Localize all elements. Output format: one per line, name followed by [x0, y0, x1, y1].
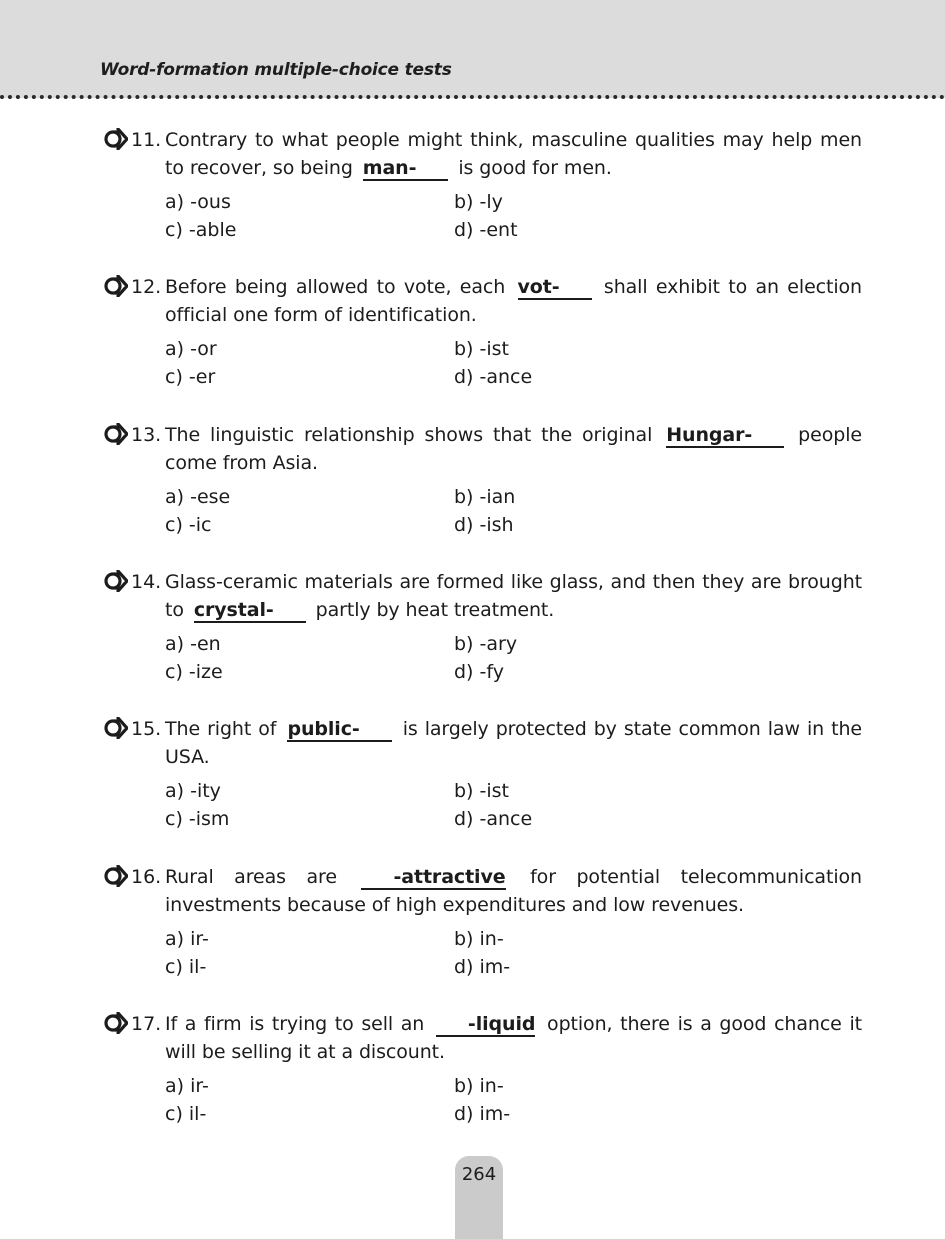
answer-options	[165, 1072, 862, 1128]
option-d[interactable]: d) -ance	[454, 366, 533, 388]
option-c[interactable]: c) il-	[165, 1103, 207, 1125]
option-b[interactable]: b) in-	[454, 928, 504, 950]
option-a[interactable]: a) -en	[165, 633, 221, 655]
question-17	[102, 1010, 862, 1128]
question-16	[102, 863, 862, 981]
answer-options	[165, 777, 862, 833]
answer-blank: -attractive	[361, 866, 505, 890]
option-d[interactable]: d) -fy	[454, 661, 504, 683]
question-stem: The right of public- is largely protected by state common law in the USA.	[165, 718, 862, 768]
option-a[interactable]: a) -ese	[165, 486, 231, 508]
question-13	[102, 421, 862, 539]
question-number: 17.	[131, 1013, 162, 1035]
option-b[interactable]: b) -ian	[454, 486, 516, 508]
option-d[interactable]: d) -ent	[454, 219, 518, 241]
answer-options	[165, 630, 862, 686]
option-a[interactable]: a) -ity	[165, 780, 221, 802]
option-a[interactable]: a) ir-	[165, 928, 209, 950]
answer-blank: man-	[363, 157, 449, 181]
question-number: 16.	[131, 866, 162, 888]
answer-blank: -liquid	[436, 1013, 535, 1037]
arrow-icon	[102, 865, 128, 887]
answer-blank: vot-	[518, 276, 592, 300]
question-stem: The linguistic relationship shows that the original Hungar- people come from Asia.	[165, 424, 862, 474]
option-c[interactable]: c) -ic	[165, 514, 212, 536]
question-14	[102, 568, 862, 686]
section-title: Word-formation multiple-choice tests	[100, 60, 452, 80]
question-number: 14.	[131, 571, 162, 593]
arrow-icon	[102, 275, 128, 297]
question-number: 13.	[131, 424, 162, 446]
answer-options	[165, 925, 862, 981]
question-stem: If a firm is trying to sell an -liquid option, there is a good chance it will be selling it at a discount.	[165, 1013, 862, 1063]
answer-options	[165, 188, 862, 244]
answer-blank: Hungar-	[666, 424, 784, 448]
question-15	[102, 715, 862, 833]
arrow-icon	[102, 717, 128, 739]
option-d[interactable]: d) im-	[454, 1103, 511, 1125]
option-b[interactable]: b) in-	[454, 1075, 504, 1097]
arrow-icon	[102, 128, 128, 150]
option-c[interactable]: c) -ize	[165, 661, 223, 683]
option-b[interactable]: b) -ly	[454, 191, 503, 213]
question-stem: Before being allowed to vote, each vot- shall exhibit to an election official one form of identification.	[165, 276, 862, 326]
answer-blank: crystal-	[194, 599, 306, 623]
option-a[interactable]: a) ir-	[165, 1075, 209, 1097]
question-12	[102, 273, 862, 391]
question-number: 11.	[131, 129, 162, 151]
option-b[interactable]: b) -ist	[454, 338, 509, 360]
option-c[interactable]: c) il-	[165, 956, 207, 978]
question-number: 12.	[131, 276, 162, 298]
dotted-divider	[0, 95, 945, 99]
question-stem: Contrary to what people might think, masculine qualities may help men to recover, so being man- is good for men.	[165, 129, 862, 179]
option-d[interactable]: d) -ish	[454, 514, 514, 536]
answer-blank: public-	[287, 718, 391, 742]
question-number: 15.	[131, 718, 162, 740]
page-header	[0, 0, 945, 98]
option-a[interactable]: a) -or	[165, 338, 217, 360]
question-11	[102, 126, 862, 244]
arrow-icon	[102, 423, 128, 445]
option-c[interactable]: c) -able	[165, 219, 237, 241]
arrow-icon	[102, 1012, 128, 1034]
option-d[interactable]: d) -ance	[454, 808, 533, 830]
answer-options	[165, 483, 862, 539]
option-c[interactable]: c) -ism	[165, 808, 230, 830]
option-d[interactable]: d) im-	[454, 956, 511, 978]
question-stem: Rural areas are -attractive for potential telecommunication investments because of high expenditures and low revenues.	[165, 866, 862, 916]
page-number: 264	[461, 1164, 497, 1185]
answer-options	[165, 335, 862, 391]
arrow-icon	[102, 570, 128, 592]
option-b[interactable]: b) -ist	[454, 780, 509, 802]
question-stem: Glass-ceramic materials are formed like glass, and then they are brought to crystal- partly by heat treatment.	[165, 571, 862, 621]
option-c[interactable]: c) -er	[165, 366, 216, 388]
option-a[interactable]: a) -ous	[165, 191, 231, 213]
option-b[interactable]: b) -ary	[454, 633, 518, 655]
